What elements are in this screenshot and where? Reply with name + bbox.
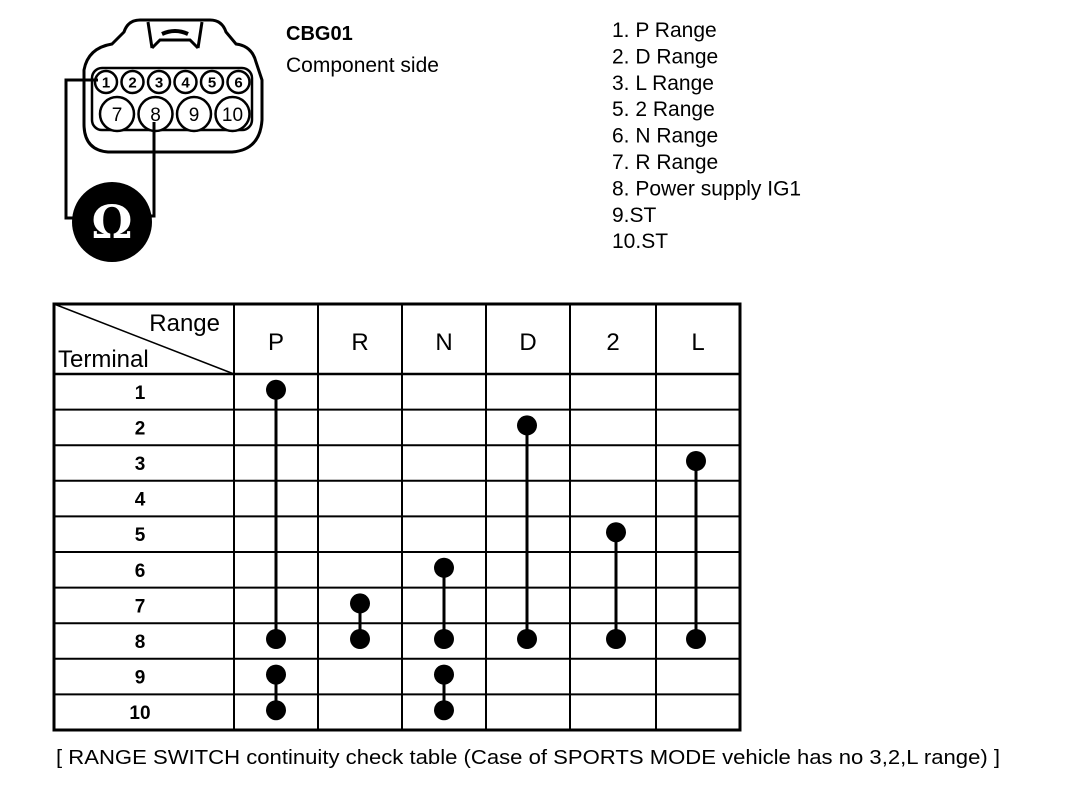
- legend-item: 3. L Range: [612, 71, 714, 95]
- connector-code: CBG01: [286, 23, 353, 45]
- connector-pin-1: [95, 71, 117, 93]
- terminal-label-7: 7: [134, 596, 146, 618]
- range-header-R: R: [351, 329, 369, 356]
- legend-item: 10.ST: [612, 230, 669, 254]
- top-pin-row: [95, 71, 250, 93]
- pin-number: 3: [154, 74, 164, 92]
- pin-number: 6: [234, 74, 243, 92]
- continuity-dot-P-1: [266, 380, 286, 400]
- legend-item: 2. D Range: [612, 45, 719, 69]
- continuity-dot-N-6: [434, 558, 454, 578]
- ohm-icon: Ω: [91, 195, 133, 249]
- pin-number: 8: [150, 105, 161, 126]
- connector-pin-6: [228, 71, 250, 93]
- corner-terminal-label: Terminal: [58, 346, 149, 373]
- pin-number: 5: [207, 74, 217, 92]
- pin-number: 4: [181, 74, 190, 92]
- connector-pin-9: [177, 97, 211, 131]
- terminal-label-8: 8: [134, 632, 146, 653]
- terminal-label-9: 9: [134, 667, 146, 689]
- latch-slot: [162, 31, 188, 34]
- legend-item: 1. P Range: [612, 19, 717, 42]
- continuity-dot-N-9: [434, 665, 454, 685]
- legend-item: 6. N Range: [612, 124, 719, 148]
- meter-lead-8: [150, 122, 154, 216]
- terminal-label-3: 3: [134, 454, 146, 475]
- connector-pin-3: [148, 71, 170, 93]
- terminal-label-10: 10: [129, 703, 151, 725]
- continuity-dot-N-8: [434, 629, 454, 649]
- terminal-label-5: 5: [134, 525, 146, 547]
- range-header-2: 2: [606, 329, 620, 356]
- connector-pin-5: [201, 71, 223, 93]
- continuity-dot-2-8: [606, 629, 626, 649]
- terminal-label-2: 2: [134, 418, 146, 440]
- range-header-D: D: [519, 329, 537, 356]
- continuity-dot-D-8: [517, 629, 537, 649]
- pin-number: 1: [101, 74, 111, 92]
- continuity-dot-P-9: [266, 665, 286, 685]
- table-caption: [ RANGE SWITCH continuity check table (Case of SPORTS MODE vehicle has no 3,2,L range) ]: [56, 747, 1000, 769]
- continuity-dot-R-7: [350, 593, 370, 613]
- legend-item: 5. 2 Range: [612, 98, 715, 122]
- continuity-dot-P-10: [266, 700, 286, 720]
- pin-number: 7: [111, 105, 123, 126]
- pin-number: 2: [128, 74, 137, 92]
- connector-pin-4: [175, 71, 197, 93]
- corner-range-label: Range: [149, 310, 220, 337]
- connector-subtitle: Component side: [286, 54, 439, 77]
- legend-item: 9.ST: [612, 203, 657, 227]
- connector-pin-7: [100, 97, 134, 131]
- continuity-dot-D-2: [517, 415, 537, 435]
- continuity-dot-2-5: [606, 522, 626, 542]
- connector-drawing: [66, 20, 262, 262]
- continuity-dot-L-3: [686, 451, 706, 471]
- pin-number: 9: [188, 105, 200, 126]
- range-header-L: L: [691, 329, 705, 356]
- continuity-dot-N-10: [434, 700, 454, 720]
- legend-item: 7. R Range: [612, 151, 719, 174]
- continuity-dot-L-8: [686, 629, 706, 649]
- continuity-table: [54, 304, 740, 730]
- continuity-dot-R-8: [350, 629, 370, 649]
- range-header-P: P: [267, 329, 285, 356]
- range-header-N: N: [435, 329, 453, 356]
- pin-legend: [612, 19, 801, 253]
- continuity-dot-P-8: [266, 629, 286, 649]
- terminal-label-4: 4: [134, 489, 146, 511]
- connector-pin-10: [216, 97, 250, 131]
- terminal-label-1: 1: [134, 382, 146, 404]
- connector-latch: [148, 22, 202, 48]
- terminal-label-6: 6: [134, 560, 146, 582]
- connector-pin-2: [122, 71, 144, 93]
- pin-number: 10: [221, 105, 244, 126]
- bottom-pin-row: [100, 97, 250, 131]
- legend-item: 8. Power supply IG1: [612, 177, 802, 201]
